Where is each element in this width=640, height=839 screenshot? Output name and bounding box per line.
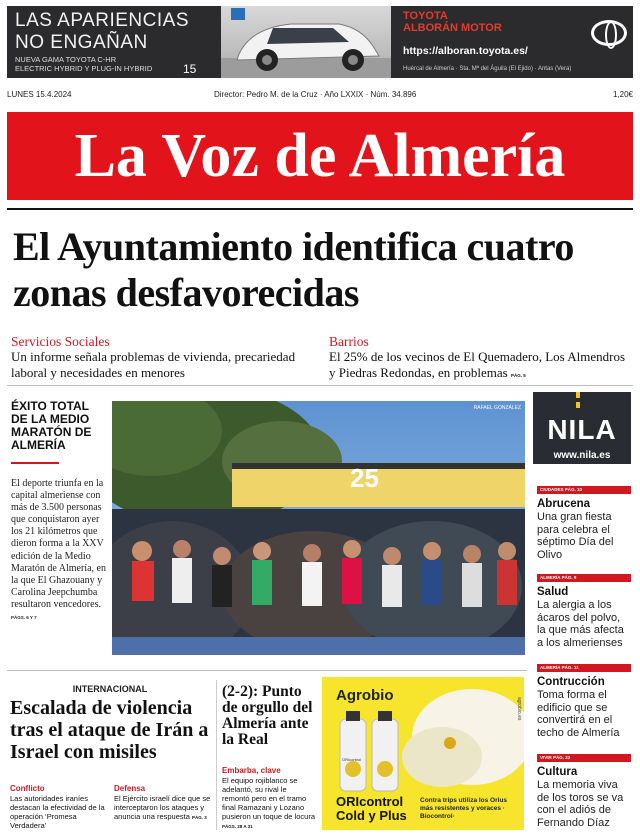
international-right-deck [114,784,214,822]
ad-subline-2: ELECTRIC HYBRID Y PLUG-IN HYBRID [15,64,153,73]
lead-right-deck [329,334,629,384]
sidebar-item-title: Salud [537,586,569,598]
sidebar-item-text: La memoria viva de los toros se va con el adiós de Fernando Díaz [537,779,624,830]
lead-left-kicker: Servicios Sociales [11,334,110,349]
sidebar-item-label: VIVIR PÁG. 22 [537,754,631,762]
lead-right-text [329,349,629,384]
section-divider [7,670,527,671]
sidebar-item-cultura[interactable] [537,754,631,830]
nila-ad[interactable] [533,392,631,464]
international-right-page: PÁG. 3 [191,815,207,820]
masthead[interactable] [7,112,633,200]
top-banner-ad[interactable] [7,6,633,78]
lead-right-text-body: El 25% de los vecinos de El Quemadero, Los Almendros y Piedras Redondas, en problemas [329,349,626,380]
issue-info: Director: Pedro M. de la Cruz · Año LXXIX · Núm. 34.896 [214,90,417,99]
international-right-kicker: Defensa [114,784,146,793]
sidebar-item-text: Toma forma el edificio que se convertirá en el techo de Almería [537,689,620,740]
sidebar-item-abrucena[interactable] [537,486,631,562]
marathon-photo-illustration [112,401,525,655]
ad-tagline [15,10,189,54]
sports-text: El equipo rojiblanco se adelantó, su rival le remontó pero en el tramo final Ramazani y Lozano pusieron un toque de locura [222,776,315,821]
sidebar-item-construccion[interactable] [537,664,631,740]
sidebar-item-title: Abrucena [537,498,591,510]
photo-credit: RAFAEL GONZÁLEZ [473,405,521,411]
column-divider [216,680,217,830]
sidebar-item-title: Contrucción [537,676,605,688]
sidebar-item-label: CIUDADES PÁG. 10 [537,486,631,494]
agrobio-side-text: agrobio.es [516,697,522,721]
agrobio-bottle-label: ORIcontrol [342,757,362,762]
ad-tagline-line-2: NO ENGAÑAN [15,32,148,53]
issue-date: LUNES 15.4.2024 [7,90,72,99]
dateline [7,90,633,102]
newspaper-title: La Voz de Almería [74,122,566,190]
international-left-text: Las autoridades iraníes destacan la efectividad de la operación ‘Promesa Verdadera’ [10,794,105,830]
international-left-deck [10,784,110,830]
dealer-url[interactable]: https://alboran.toyota.es/ [403,45,528,57]
marathon-page: PÁGS. 6 Y 7 [11,615,37,621]
sports-page: PÁGS. 28 A 31 [222,824,253,829]
car-image [221,6,391,78]
sports-headline[interactable]: (2-2): Punto de orgullo del Almería ante la Real [222,683,313,748]
ad-subline [15,55,152,73]
nila-name: NILA [547,414,617,445]
ad-number: 15 [183,62,197,76]
lead-right-page: PÁG. 5 [510,373,526,378]
marathon-rule [11,462,59,464]
lead-left-text: Un informe señala problemas de vivienda, precariedad laboral y necesidades en menores [11,349,296,380]
marathon-title[interactable]: ÉXITO TOTAL DE LA MEDIO MARATÓN DE ALMERÍA [11,399,92,452]
ad-tagline-line-1: LAS APARIENCIAS [15,10,189,31]
dealer-name-line-1: TOYOTA [403,10,448,22]
sidebar-item-text: La alergia a los ácaros del polvo, la que más afecta a los almerienses [537,599,624,650]
international-headline[interactable]: Escalada de violencia tras el ataque de Irán a Israel con misiles [10,697,209,763]
agrobio-ad[interactable] [322,677,524,830]
sidebar-item-label: ALMERÍA PÁG. 11 [537,664,631,672]
lead-headline[interactable]: El Ayuntamiento identifica cuatro zonas desfavorecidas [13,224,574,315]
lead-left-deck [11,334,311,381]
marathon-body-text: El deporte triunfa en la capital almeriense con más de 3.500 personas que conquistaron ayer los 21 kilómetros que dieron forma a la XXV edición de la Medio Maratón de Almería, en la que El Ghazouany y Carolina Jeepchumba resultaron vencedores. [11,478,106,610]
sidebar-item-label: ALMERÍA PÁG. 9 [537,574,631,582]
lead-story[interactable] [7,208,633,386]
international-right-text: El Ejército israelí dice que se interceptaron los ataques y anuncia una respuesta [114,794,211,821]
marathon-body [11,478,109,624]
ad-subline-1: NUEVA GAMA TOYOTA C-HR [15,55,117,64]
agrobio-product-line-1: ORIcontrol [336,794,404,809]
lead-right-kicker: Barrios [329,334,369,349]
agrobio-copy: Contra trips utiliza los Orius más resistentes y voraces · Biocontrol· [420,797,508,820]
nila-url[interactable]: www.nila.es [553,450,611,461]
toyota-logo-icon [591,20,627,46]
agrobio-brand: Agrobio [336,687,394,704]
sidebar-item-salud[interactable] [537,574,631,650]
international-left-kicker: Conflicto [10,784,45,793]
dealer-name-line-2: ALBORÁN MOTOR [403,22,502,34]
marathon-photo[interactable] [112,401,525,655]
sports-deck [222,766,316,831]
agrobio-product [336,795,407,823]
sidebar-item-title: Cultura [537,766,578,778]
car-illustration [221,6,391,78]
road-line-icon [571,392,585,414]
sidebar-item-text: Una gran fiesta para celebra el séptimo Día del Olivo [537,511,614,562]
sports-kicker: Embarba, clave [222,766,281,775]
issue-price: 1,20€ [612,90,633,99]
banner-number: 25 [350,463,379,493]
international-kicker: INTERNACIONAL [72,684,148,694]
agrobio-product-line-2: Cold y Plus [336,808,407,823]
dealer-address: Huércal de Almería · Sta. Mª del Águila (El Ejido) · Antas (Vera) [403,66,572,72]
dealer-name [403,10,502,34]
